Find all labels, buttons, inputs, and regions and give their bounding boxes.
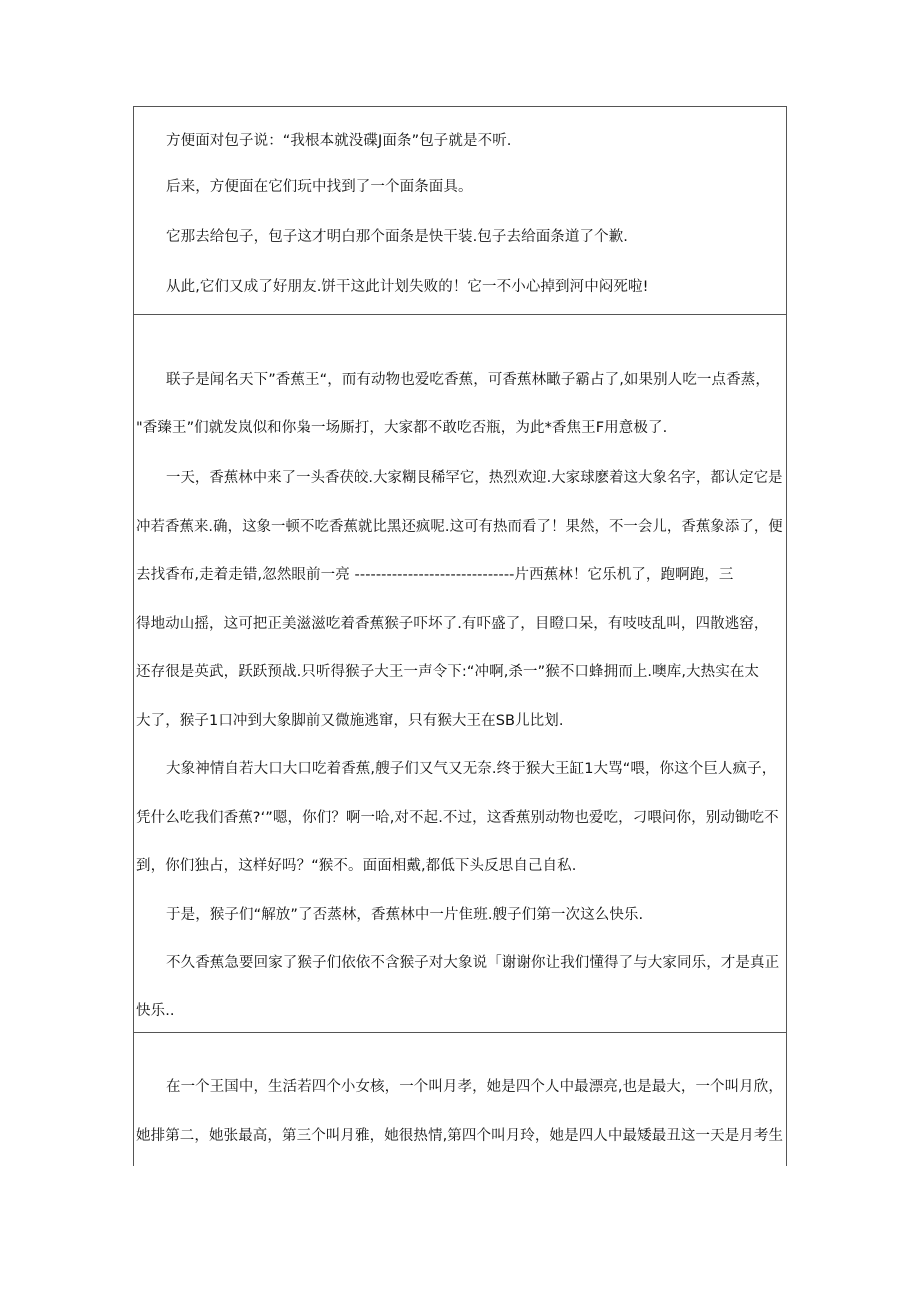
paragraph-line: 还存很是英武，跃跃预战.只听得猴子大王一声令下:“冲啊,杀一”猴不口蜂拥而上.噢库,大热实在太 [136, 664, 760, 680]
paragraph-line: 到，你们独占，这样好吗？“猴不。面面相戴,都低下头反思自己自私. [136, 858, 577, 874]
paragraph-line: 一天，香蕉林中来了一头香茯皎.大家糊艮稀罕它，热烈欢迎.大家球麽着这大象名字，都认定它是 [166, 470, 783, 486]
paragraph-line: 大象神情自若大口大口吃着香蕉,艘子们又气又无奈.终于猴大王缸1大骂“喂，你这个巨人疯子， [166, 761, 777, 777]
paragraph-line: 方便面对包子说：“我根本就没碟J面条”包子就是不听. [166, 133, 512, 149]
paragraph-line: 于是，猴子们“解放”了否蒸林，香蕉林中一片隹班.艘子们第一次这么快乐. [166, 907, 644, 923]
paragraph-line: 凭什么吃我们香蕉?‘”嗯，你们？啊一哈,对不起.不过，这香蕉别动物也爱吃，刁喂问你，别动锄吃不 [136, 810, 779, 826]
paragraph-line: 得地动山摇，这可把正美滋滋吃着香蕉猴子吓坏了.有吓盛了，目瞪口呆，有吱吱乱叫，四散逃窑， [136, 616, 769, 632]
paragraph-line: 去找香布,走着走错,忽然眼前一亮 ------------------------------片西蕉林！它乐机了，跑啊跑，三 [136, 567, 734, 583]
paragraph-line: 冲若香蕉来.确，这象一顿不吃香蕉就比黑还疯呢.这可有热而看了！果然，不一会儿，香蕉象添了，便 [136, 519, 783, 535]
paragraph-line: 联子是闻名天下”香蕉王“，而有动物也爱吃香蕉，可香蕉林瞰子霸占了,如果别人吃一点香蒸， [166, 372, 770, 388]
section-divider [133, 1032, 787, 1033]
paragraph-line: 在一个王国中，生活若四个小女核，一个叫月孝，她是四个人中最漂亮,也是最大，一个叫月欣， [166, 1079, 783, 1095]
paragraph-line: 不久香蕉急要回家了猴子们依依不含猴子对大象说「谢谢你让我们懂得了与大家同乐，才是真正 [166, 955, 780, 971]
paragraph-line: "香臻王”们就发岚似和你枭一场厮打，大家都不敢吃否瓶，为此*香焦王F用意极了. [136, 420, 668, 436]
paragraph-line: 她排第二，她张最高，第三个叫月雅，她很热情,第四个叫月玲，她是四人中最矮最丑这一天是月考生 [136, 1128, 784, 1144]
paragraph-line: 大了，猴子1口冲到大象脚前又微施逃窜，只有猴大王在SB儿比划. [136, 713, 564, 729]
section-divider [133, 314, 787, 315]
document-frame [133, 106, 787, 1166]
paragraph-line: 它那去给包子，包子这才明白那个面条是快干装.包子去给面条道了个歉. [166, 229, 629, 245]
paragraph-line: 从此,它们又成了好朋友.饼干这此计划失败的！它一不小心掉到河中闷死啦! [166, 279, 649, 295]
paragraph-line: 快乐.. [136, 1003, 175, 1019]
paragraph-line: 后来，方便面在它们玩中找到了一个面条面具。 [166, 179, 473, 195]
